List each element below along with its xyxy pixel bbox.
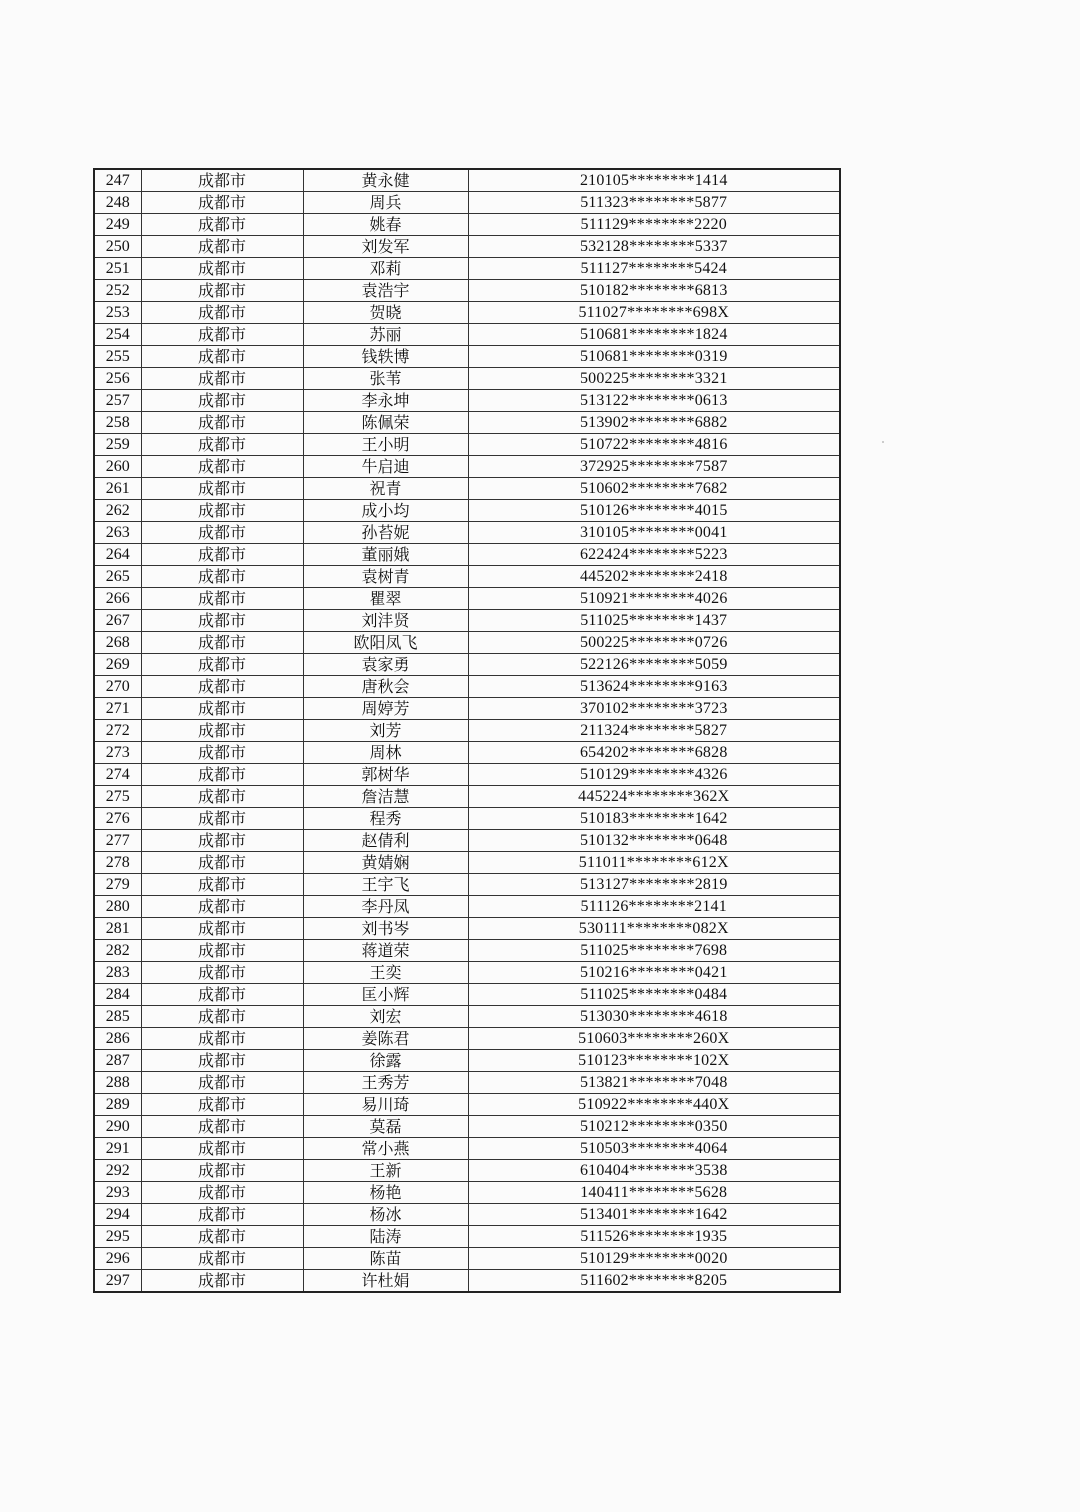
city-cell: 成都市 [141,1204,303,1226]
id-number-cell: 510922********440X [468,1094,840,1116]
table-row [94,676,840,698]
row-number: 291 [94,1138,141,1160]
row-number: 247 [94,169,141,192]
id-number-cell: 510123********102X [468,1050,840,1072]
city-cell: 成都市 [141,808,303,830]
person-name-cell: 王秀芳 [303,1072,468,1094]
row-number: 276 [94,808,141,830]
city-cell: 成都市 [141,874,303,896]
id-number-cell: 500225********3321 [468,368,840,390]
person-name-cell: 刘沣贤 [303,610,468,632]
row-number: 270 [94,676,141,698]
table-row [94,169,840,192]
city-cell: 成都市 [141,412,303,434]
city-cell: 成都市 [141,390,303,412]
id-number-cell: 532128********5337 [468,236,840,258]
person-name-cell: 钱轶博 [303,346,468,368]
row-number: 287 [94,1050,141,1072]
city-cell: 成都市 [141,544,303,566]
table-row [94,1204,840,1226]
person-name-cell: 董丽娥 [303,544,468,566]
id-number-cell: 510216********0421 [468,962,840,984]
city-cell: 成都市 [141,1050,303,1072]
person-name-cell: 赵倩利 [303,830,468,852]
city-cell: 成都市 [141,1226,303,1248]
city-cell: 成都市 [141,169,303,192]
id-number-cell: 522126********5059 [468,654,840,676]
city-cell: 成都市 [141,1138,303,1160]
city-cell: 成都市 [141,1094,303,1116]
id-number-cell: 510681********1824 [468,324,840,346]
table-row [94,1182,840,1204]
row-number: 265 [94,566,141,588]
table-row [94,412,840,434]
table-row [94,478,840,500]
id-number-cell: 510212********0350 [468,1116,840,1138]
city-cell: 成都市 [141,588,303,610]
city-cell: 成都市 [141,896,303,918]
person-name-cell: 刘芳 [303,720,468,742]
id-number-cell: 510722********4816 [468,434,840,456]
city-cell: 成都市 [141,654,303,676]
person-name-cell: 莫磊 [303,1116,468,1138]
city-cell: 成都市 [141,962,303,984]
person-name-cell: 蒋道荣 [303,940,468,962]
row-number: 274 [94,764,141,786]
id-number-cell: 513127********2819 [468,874,840,896]
id-number-cell: 511025********0484 [468,984,840,1006]
person-name-cell: 王小明 [303,434,468,456]
id-number-cell: 370102********3723 [468,698,840,720]
row-number: 271 [94,698,141,720]
person-name-cell: 唐秋会 [303,676,468,698]
table-row [94,610,840,632]
city-cell: 成都市 [141,676,303,698]
table-row [94,698,840,720]
person-name-cell: 徐露 [303,1050,468,1072]
row-number: 295 [94,1226,141,1248]
row-number: 289 [94,1094,141,1116]
row-number: 249 [94,214,141,236]
person-name-cell: 成小均 [303,500,468,522]
person-name-cell: 周婷芳 [303,698,468,720]
row-number: 257 [94,390,141,412]
city-cell: 成都市 [141,940,303,962]
id-number-cell: 513821********7048 [468,1072,840,1094]
id-number-cell: 654202********6828 [468,742,840,764]
person-name-cell: 欧阳凤飞 [303,632,468,654]
row-number: 283 [94,962,141,984]
table-row [94,544,840,566]
table-row [94,918,840,940]
id-number-cell: 510129********4326 [468,764,840,786]
row-number: 281 [94,918,141,940]
city-cell: 成都市 [141,192,303,214]
table-row [94,192,840,214]
person-name-cell: 贺晓 [303,302,468,324]
person-name-cell: 刘书岑 [303,918,468,940]
city-cell: 成都市 [141,918,303,940]
table-row [94,874,840,896]
id-number-cell: 513030********4618 [468,1006,840,1028]
person-name-cell: 杨艳 [303,1182,468,1204]
city-cell: 成都市 [141,632,303,654]
roster-table-body [94,169,840,1292]
row-number: 284 [94,984,141,1006]
row-number: 256 [94,368,141,390]
person-name-cell: 姚春 [303,214,468,236]
person-name-cell: 刘发军 [303,236,468,258]
row-number: 294 [94,1204,141,1226]
id-number-cell: 513401********1642 [468,1204,840,1226]
person-name-cell: 李永坤 [303,390,468,412]
person-name-cell: 詹洁慧 [303,786,468,808]
table-row [94,764,840,786]
city-cell: 成都市 [141,368,303,390]
city-cell: 成都市 [141,1270,303,1293]
city-cell: 成都市 [141,214,303,236]
person-name-cell: 匡小辉 [303,984,468,1006]
person-name-cell: 袁树青 [303,566,468,588]
row-number: 268 [94,632,141,654]
id-number-cell: 445202********2418 [468,566,840,588]
table-row [94,522,840,544]
row-number: 259 [94,434,141,456]
city-cell: 成都市 [141,434,303,456]
id-number-cell: 530111********082X [468,918,840,940]
table-row [94,742,840,764]
id-number-cell: 511011********612X [468,852,840,874]
row-number: 264 [94,544,141,566]
row-number: 292 [94,1160,141,1182]
person-name-cell: 孙苔妮 [303,522,468,544]
row-number: 260 [94,456,141,478]
id-number-cell: 513122********0613 [468,390,840,412]
id-number-cell: 511127********5424 [468,258,840,280]
table-row [94,368,840,390]
roster-table [93,168,841,1293]
person-name-cell: 常小燕 [303,1138,468,1160]
row-number: 255 [94,346,141,368]
person-name-cell: 陈佩荣 [303,412,468,434]
table-row [94,984,840,1006]
city-cell: 成都市 [141,720,303,742]
city-cell: 成都市 [141,764,303,786]
person-name-cell: 张苇 [303,368,468,390]
row-number: 253 [94,302,141,324]
id-number-cell: 511323********5877 [468,192,840,214]
table-row [94,1138,840,1160]
table-row [94,1248,840,1270]
row-number: 290 [94,1116,141,1138]
person-name-cell: 周林 [303,742,468,764]
row-number: 250 [94,236,141,258]
person-name-cell: 王奕 [303,962,468,984]
row-number: 251 [94,258,141,280]
row-number: 267 [94,610,141,632]
table-row [94,588,840,610]
city-cell: 成都市 [141,500,303,522]
table-row [94,720,840,742]
id-number-cell: 511025********1437 [468,610,840,632]
city-cell: 成都市 [141,346,303,368]
row-number: 272 [94,720,141,742]
city-cell: 成都市 [141,456,303,478]
city-cell: 成都市 [141,258,303,280]
table-row [94,280,840,302]
id-number-cell: 513902********6882 [468,412,840,434]
table-row [94,434,840,456]
row-number: 261 [94,478,141,500]
person-name-cell: 瞿翠 [303,588,468,610]
id-number-cell: 372925********7587 [468,456,840,478]
city-cell: 成都市 [141,1116,303,1138]
table-row [94,852,840,874]
person-name-cell: 牛启迪 [303,456,468,478]
id-number-cell: 210105********1414 [468,169,840,192]
city-cell: 成都市 [141,1248,303,1270]
id-number-cell: 510182********6813 [468,280,840,302]
id-number-cell: 511129********2220 [468,214,840,236]
city-cell: 成都市 [141,280,303,302]
row-number: 254 [94,324,141,346]
table-row [94,324,840,346]
table-row [94,1160,840,1182]
person-name-cell: 陆涛 [303,1226,468,1248]
city-cell: 成都市 [141,1072,303,1094]
row-number: 262 [94,500,141,522]
table-row [94,1028,840,1050]
id-number-cell: 610404********3538 [468,1160,840,1182]
table-row [94,214,840,236]
person-name-cell: 王新 [303,1160,468,1182]
city-cell: 成都市 [141,522,303,544]
id-number-cell: 310105********0041 [468,522,840,544]
person-name-cell: 郭树华 [303,764,468,786]
table-row [94,940,840,962]
person-name-cell: 袁家勇 [303,654,468,676]
city-cell: 成都市 [141,742,303,764]
table-row [94,1270,840,1293]
row-number: 279 [94,874,141,896]
row-number: 280 [94,896,141,918]
city-cell: 成都市 [141,610,303,632]
city-cell: 成都市 [141,1028,303,1050]
person-name-cell: 杨冰 [303,1204,468,1226]
row-number: 288 [94,1072,141,1094]
table-row [94,786,840,808]
table-row [94,390,840,412]
city-cell: 成都市 [141,302,303,324]
id-number-cell: 511602********8205 [468,1270,840,1293]
row-number: 248 [94,192,141,214]
id-number-cell: 510132********0648 [468,830,840,852]
id-number-cell: 140411********5628 [468,1182,840,1204]
id-number-cell: 511025********7698 [468,940,840,962]
city-cell: 成都市 [141,324,303,346]
table-row [94,500,840,522]
person-name-cell: 姜陈君 [303,1028,468,1050]
city-cell: 成都市 [141,478,303,500]
table-row [94,1226,840,1248]
row-number: 285 [94,1006,141,1028]
id-number-cell: 510126********4015 [468,500,840,522]
person-name-cell: 刘宏 [303,1006,468,1028]
person-name-cell: 周兵 [303,192,468,214]
table-row [94,896,840,918]
id-number-cell: 510129********0020 [468,1248,840,1270]
city-cell: 成都市 [141,698,303,720]
row-number: 266 [94,588,141,610]
person-name-cell: 王宇飞 [303,874,468,896]
id-number-cell: 511526********1935 [468,1226,840,1248]
id-number-cell: 622424********5223 [468,544,840,566]
row-number: 282 [94,940,141,962]
person-name-cell: 袁浩宇 [303,280,468,302]
table-row [94,346,840,368]
row-number: 293 [94,1182,141,1204]
table-row [94,632,840,654]
person-name-cell: 黄婧娴 [303,852,468,874]
city-cell: 成都市 [141,984,303,1006]
city-cell: 成都市 [141,236,303,258]
row-number: 296 [94,1248,141,1270]
table-row [94,1116,840,1138]
row-number: 263 [94,522,141,544]
person-name-cell: 祝青 [303,478,468,500]
city-cell: 成都市 [141,1006,303,1028]
row-number: 297 [94,1270,141,1293]
person-name-cell: 李丹凤 [303,896,468,918]
table-row [94,962,840,984]
table-row [94,236,840,258]
person-name-cell: 易川琦 [303,1094,468,1116]
row-number: 269 [94,654,141,676]
city-cell: 成都市 [141,852,303,874]
id-number-cell: 211324********5827 [468,720,840,742]
table-row [94,1094,840,1116]
person-name-cell: 许杜娟 [303,1270,468,1293]
person-name-cell: 程秀 [303,808,468,830]
row-number: 273 [94,742,141,764]
row-number: 277 [94,830,141,852]
id-number-cell: 510603********260X [468,1028,840,1050]
id-number-cell: 510183********1642 [468,808,840,830]
city-cell: 成都市 [141,830,303,852]
id-number-cell: 511027********698X [468,302,840,324]
table-row [94,302,840,324]
table-row [94,456,840,478]
table-row [94,808,840,830]
city-cell: 成都市 [141,566,303,588]
id-number-cell: 510681********0319 [468,346,840,368]
scan-speck [882,441,884,443]
row-number: 252 [94,280,141,302]
table-row [94,654,840,676]
row-number: 278 [94,852,141,874]
id-number-cell: 510503********4064 [468,1138,840,1160]
table-row [94,1072,840,1094]
table-row [94,566,840,588]
city-cell: 成都市 [141,1182,303,1204]
row-number: 258 [94,412,141,434]
person-name-cell: 黄永健 [303,169,468,192]
id-number-cell: 445224********362X [468,786,840,808]
table-row [94,258,840,280]
person-name-cell: 苏丽 [303,324,468,346]
table-row [94,1006,840,1028]
id-number-cell: 510921********4026 [468,588,840,610]
row-number: 286 [94,1028,141,1050]
city-cell: 成都市 [141,1160,303,1182]
id-number-cell: 510602********7682 [468,478,840,500]
id-number-cell: 513624********9163 [468,676,840,698]
table-row [94,1050,840,1072]
id-number-cell: 511126********2141 [468,896,840,918]
city-cell: 成都市 [141,786,303,808]
table-row [94,830,840,852]
person-name-cell: 陈苗 [303,1248,468,1270]
person-name-cell: 邓莉 [303,258,468,280]
row-number: 275 [94,786,141,808]
id-number-cell: 500225********0726 [468,632,840,654]
